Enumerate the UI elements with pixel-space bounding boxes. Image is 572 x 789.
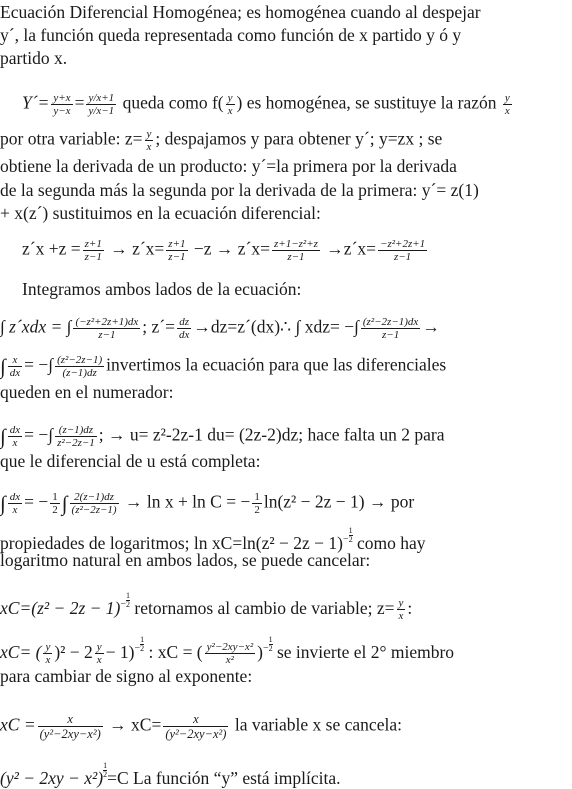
fraction: $\frac{z+1}{z-1}$ <box>168 238 186 263</box>
p1-equation-line: Y´= $\frac{y+x}{y-x}$ = $\frac{y/x+1}{y/x-1}$ queda como f( $\frac{y}{x}$ ) es homogénea, se sustituye la razón $\frac{y}{x}$ <box>22 92 510 117</box>
p1-line-4: de la segunda más la segunda por la derivada de la primera: y´= z(1) <box>0 180 479 200</box>
fraction: $\frac{y}{x}$ <box>45 641 51 667</box>
xc-line-1: xC=(z² − 2z − 1)− $\frac{1}{2}$ retornamos al cambio de variable; z= $\frac{y}{x}$ : <box>0 591 413 623</box>
fraction: $\frac{z+1}{z-1}$ <box>84 238 102 263</box>
fraction: $\frac{x}{\text{(y²−2xy−x²)}}$ <box>165 712 227 741</box>
integ-line-1: ∫ z´xdx = ∫ $\frac{\text{(−z²+2z+1)dx}}{z-1}$ ; z´= $\frac{dz}{dx}$ →dz=z´(dx)∴ ∫ xdz= −∫ $\frac{\text{(z²−2z−1)dx}}{z-1}$ → <box>0 316 440 341</box>
fraction: $\frac{\text{(z²−2z−1)}}{(z-1)dz}$ <box>57 354 103 379</box>
fraction: $\frac{y}{x}$ <box>96 641 102 667</box>
fraction: $\frac{\text{(−z²+2z+1)dx}}{z-1}$ <box>75 316 139 341</box>
integ-line-2: ∫ $\frac{x}{dx}$ = −∫ $\frac{\text{(z²−2z−1)}}{(z-1)dz}$ invertimos la ecuación para que las diferenciales <box>0 354 447 379</box>
fraction: $\frac{1}{2}$ <box>52 491 58 516</box>
fraction: $\frac{y/x+1}{y/x-1}$ <box>88 92 115 117</box>
fraction: $\frac{\text{z+1−z²+z}}{z-1}$ <box>274 238 318 263</box>
fraction: $\frac{dz}{dx}$ <box>179 316 190 341</box>
integ-title: Integramos ambos lados de la ecuación: <box>22 279 302 299</box>
integ-line-3: queden en el numerador: <box>0 382 174 402</box>
exponent-fraction: $\frac{1}{2}$ <box>126 591 131 609</box>
p1-text-a: queda como f( <box>122 92 224 113</box>
fraction: $\frac{\text{y²−2xy−x²}}{\text{x²}}$ <box>206 641 254 667</box>
exponent-fraction: $\frac{1}{2}$ <box>103 761 108 779</box>
exponent-fraction: $\frac{1}{2}$ <box>268 635 273 653</box>
fraction: $\frac{x}{\text{(y²−2xy−x²)}}$ <box>39 712 101 741</box>
final-line-1: xC = $\frac{x}{\text{(y²−2xy−x²)}}$ → xC= $\frac{x}{\text{(y²−2xy−x²)}}$ la variable x se cancela: <box>0 712 402 741</box>
p1-line-3: obtiene la derivada de un producto: y´=la primera por la derivada <box>0 156 457 176</box>
fraction: $\frac{dx}{x}$ <box>9 491 21 516</box>
logs-line-2: propiedades de logaritmos; ln xC=ln(z² − 2z − 1)− $\frac{1}{2}$ como hay <box>0 526 426 553</box>
p1-lead: Y´= <box>22 92 50 113</box>
fraction: $\frac{y}{x}$ <box>227 92 233 117</box>
xc-line-3: para cambiar de signo al exponente: <box>0 666 253 686</box>
fraction: $\frac{(z-1)dz}{\text{z²−2z−1}}$ <box>57 424 95 449</box>
intro-line-1: Ecuación Diferencial Homogénea; es homogénea cuando al despejar <box>0 2 481 22</box>
fraction: $\frac{2(z-1)dz}{\text{(z²−2z−1)}}$ <box>71 491 117 516</box>
equation-1: z´x +z = $\frac{z+1}{z-1}$ → z´x= $\frac{z+1}{z-1}$ −z → z´x= $\frac{\text{z+1−z²+z}}{z-1}$ →z´x= $\frac{\text{−z²+2z+1}}{z-1}$ <box>22 238 426 263</box>
subst-line-2: que le diferencial de u está completa: <box>0 451 261 471</box>
fraction: $\frac{\text{−z²+2z+1}}{z-1}$ <box>380 238 426 263</box>
intro-line-2: y´, la función queda representada como función de x partido y ó y <box>0 25 462 45</box>
p1-line-5: + x(z´) sustituimos en la ecuación diferencial: <box>0 203 321 223</box>
fraction: $\frac{y}{x}$ <box>398 597 404 623</box>
xc-line-2: xC= ( $\frac{y}{x}$ )² − 2 $\frac{y}{x}$ − 1)− $\frac{1}{2}$ : xC = ( $\frac{\text{y²−2xy−x²}}{\text{x²}}$ )− $\frac{1}{2}$ se invierte el 2° miembro <box>0 635 455 667</box>
p1-line-2: por otra variable: z= $\frac{y}{x}$ ; despajamos y para obtener y´; y=zx ; se <box>0 128 443 153</box>
fraction: $\frac{y+x}{y-x}$ <box>53 92 71 117</box>
subst-line-1: ∫ $\frac{dx}{x}$ = −∫ $\frac{(z-1)dz}{\text{z²−2z−1}}$ ; → u= z²-2z-1 du= (2z-2)dz; hace falta un 2 para <box>0 424 445 449</box>
fraction: $\frac{1}{2}$ <box>254 491 260 516</box>
fraction: $\frac{dx}{x}$ <box>9 424 21 449</box>
final-line-2: (y² − 2xy − x²) $\frac{1}{2}$ =C La función “y” está implícita. <box>0 761 341 788</box>
logs-line-1: ∫ $\frac{dx}{x}$ = − $\frac{1}{2}$ ∫ $\frac{2(z-1)dz}{\text{(z²−2z−1)}}$ → ln x + ln C = − $\frac{1}{2}$ ln(z² − 2z − 1) → por <box>0 491 415 516</box>
fraction: $\frac{x}{dx}$ <box>9 354 21 379</box>
fraction: $\frac{y}{x}$ <box>504 92 510 117</box>
exponent-fraction: $\frac{1}{2}$ <box>348 526 353 544</box>
intro-line-3: partido x. <box>0 48 68 68</box>
logs-line-3: logaritmo natural en ambos lados, se puede cancelar: <box>0 550 371 570</box>
fraction: $\frac{\text{(z²−2z−1)dx}}{z-1}$ <box>362 316 419 341</box>
fraction: $\frac{y}{x}$ <box>146 128 152 153</box>
exponent-fraction: $\frac{1}{2}$ <box>140 635 145 653</box>
